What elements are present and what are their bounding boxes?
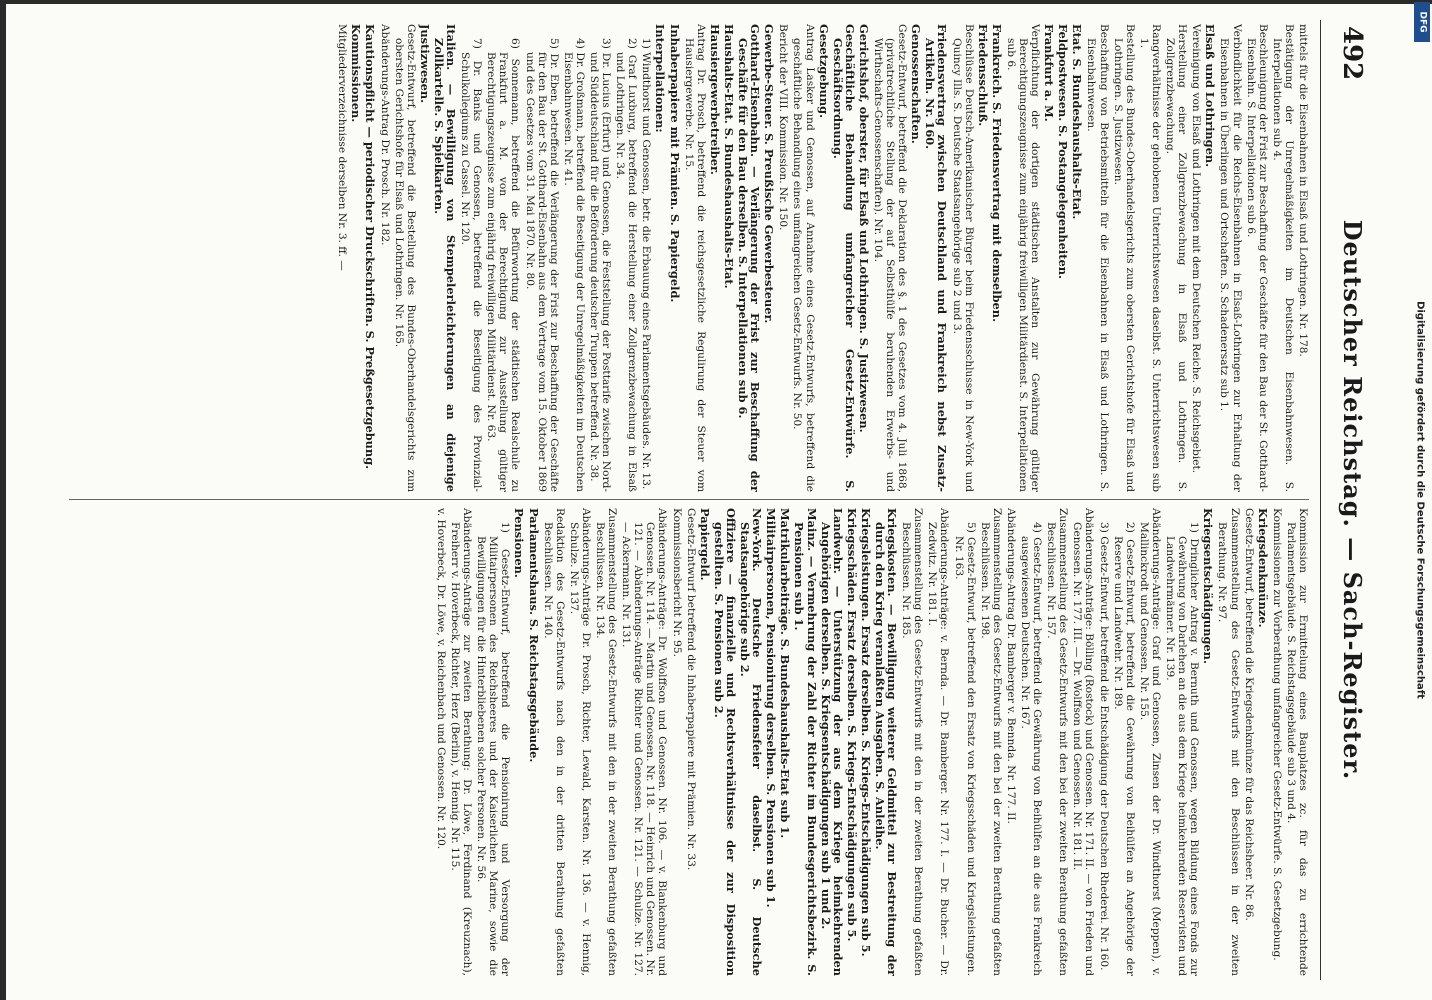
index-heading: Haushalts-Etat. S. Bundeshaushalts-Etat. [721, 24, 736, 289]
index-heading: Italien. — Bewilligung von Stempelerleichterungen an diejenige Zollkartelle. S. Spielkarten. [431, 24, 458, 492]
index-heading: Hausiergewerbetreiber. [707, 24, 722, 175]
index-entry: 5) Gesetz-Entwurf, betreffend den Ersatz von Kriegsschäden und Kriegsleistungen. Nr. 163. [952, 522, 977, 976]
index-entry: Abänderungs-Anträge: Dr. Wolffson und Genossen. Nr. 106. — v. Blankenburg und Genossen. Nr. 114. — Martin und Genossen. Nr. 118. — Heinrich und Genossen. Nr. 121. — Abänderungs-Anträge Richter und Genossen. Nr. 121. — Schulze. Nr. 127. — Ackermann. Nr. 131. [620, 508, 669, 976]
index-entry: Gesetz-Entwurf, betreffend die Kriegsdenkmünze für das Reichsheer. Nr. 86. [1242, 508, 1255, 921]
index-entry: Beschleunigung der Frist zur Beschaffung der Geschäfte für den Bau der St. Gotthard-Eisenbahn. S. Interpellationen sub 6. [1244, 24, 1269, 492]
index-heading: Kriegsschäden. Ersatz derselben. S. Kriegs-Entschädigungen sub 5. [844, 508, 859, 942]
index-heading: Frankfurt a. M. [1042, 24, 1057, 122]
index-heading: Kriegsleistungen. Ersatz derselben. S. Kriegs-Entschädigungen sub 5. [858, 508, 873, 957]
index-heading: Papiergeld. [697, 508, 712, 581]
index-entry: v. Hoverbeck, Dr. Löwe, v. Reichenbach und Genossen. Nr. 120. [434, 508, 447, 850]
index-entry: 4) Dr. Großmann, betreffend die Beseitigung der Unregelmäßigkeiten im Deutschen Eisenbahnwesen. Nr. 41. [561, 38, 586, 492]
dfg-logo: DFG [1414, 2, 1430, 42]
index-heading: Kommissionen. [349, 24, 364, 123]
index-entry: Kommissionen zur Vorberathung umfangreicher Gesetz-Entwürfe. S. Gesetzgebung. [1270, 508, 1283, 961]
index-entry: 3) Dr. Lucius (Erfurt) und Genossen, die Feststellung der Posttarife zwischen Nord- und Süddeutschland für die Beförderung deutscher Truppen betreffend. Nr. 38. [588, 38, 613, 492]
left-column [59, 24, 1309, 492]
index-heading: Kautionspflicht — periodischer Druckschriften. S. Preßgesetzgebung. [363, 24, 378, 470]
index-heading: Matrikularbeiträge. S. Bundeshaushalts-Etat sub 1. [778, 508, 793, 839]
index-entry: Zusammenstellung des Gesetz-Entwurfs mit den bei der zweiten Berathung gefaßten Beschlüssen. Nr. 198. [978, 508, 1003, 976]
index-entry: Mitgliederverzeichnisse derselben Nr. 3. ff. — [336, 24, 349, 271]
index-entry: Gesetz-Entwurf, betreffend die Bestellung des Bundes-Oberhandelsgerichts zum obersten Gerichtshofe für Elsaß und Lothringen. Nr. 165. [392, 24, 417, 492]
index-heading: Inhaberpapiere mit Prämien. S. Papiergeld. [667, 24, 682, 303]
index-entry: Verpflichtung der dortigen städtischen Anstalten zur Gewährung gültiger Berechtigungszeugnisse zum einjährig freiwilligen Militärdienst. S. Interpellationen sub 6. [1004, 24, 1042, 492]
index-entry: 4) Gesetz-Entwurf, betreffend die Gewährung von Beihülfen an die aus Frankreich ausgewiesenen Deutschen. Nr. 167. [1019, 522, 1044, 976]
document-page [51, 20, 1381, 980]
index-entry: Abänderungs-Antrag Dr. Bamberger v. Bennda. Nr. 177. II. [1004, 508, 1017, 824]
index-heading: Genossenschaften. [909, 24, 924, 144]
index-heading: Kriegsdenkmünze. [1255, 508, 1270, 628]
index-heading: New-York. Deutsche Friedensfeier daselbst. S. Deutsche Staatsangehörige sub 2. [738, 508, 765, 976]
index-entry: Bericht der VIII. Kommission. Nr. 150. [777, 24, 790, 231]
right-column [59, 508, 1309, 976]
scan-border-left [0, 0, 6, 1000]
running-title: Deutscher Reichstag. — Sach-Register. [1338, 219, 1367, 781]
index-entry: 2) Graf Luxburg, betreffend die Herstellung einer Zollgrenzbewachung in Elsaß und Lothringen. Nr. 34. [614, 38, 639, 492]
index-entry: 1) Dringlicher Antrag v. Bernuth und Genossen, wegen Bildung eines Fonds zur Gewährung von Darlehen an die aus dem Kriege heimkehrenden Reservisten und Landwehrmänner. Nr. 139. [1164, 522, 1201, 976]
index-entry: Antrag Dr. Prosch, betreffend die reichsgesetzliche Regulirung der Steuer vom Hausiergewerbe. Nr. 15. [682, 24, 707, 492]
index-entry: Zusammenstellung des Gesetz-Entwurfs mit den in der zweiten Berathung gefaßten Beschlüssen. Nr. 185. [900, 508, 925, 976]
index-heading: Justizwesen. [417, 24, 432, 104]
index-entry: 7) Dr. Banks und Genossen, betreffend die Beseitigung des Provinzial-Schulkollegiums zu Cassel. Nr. 120. [459, 38, 484, 492]
index-entry: Zusammenstellung des Gesetz-Entwurfs mit den bei der zweiten Berathung gefaßten Beschlüssen. Nr. 157. [1045, 508, 1070, 976]
scan-border-top [0, 0, 1432, 4]
index-entry: Antrag Lasker und Genossen, auf Annahme eines Gesetz-Entwurfs, betreffend die geschäftliche Behandlung eines umfangreichen Gesetz-Entwurfs. Nr. 50. [791, 24, 816, 492]
index-entry: Zusammenstellung des Gesetz-Entwurfs mit den Beschlüssen in der zweiten Berathung. Nr. 97. [1216, 508, 1241, 976]
index-entry: Vereinigung von Elsaß und Lothringen mit dem Deutschen Reiche. S. Reichsgebiet. [1190, 24, 1203, 474]
index-entry: Gesetz-Entwurf betreffend die Inhaberpapiere mit Prämien. Nr. 33. [684, 508, 697, 871]
index-entry: 5) Dr. Eben, betreffend die Verlängerung der Frist zur Beschaffung der Geschäfte für den Bau der St. Gotthard-Eisenbahn aus dem Vertrage vom 15. Oktober 1869 und des Gesetzes vom 31. Mai 1870. Nr. 80. [523, 38, 560, 492]
index-entry: Beschaffung von Betriebsmitteln für die Eisenbahnen in Elsaß und Lothringen. S. Eisenbahnwesen. [1085, 24, 1110, 492]
index-heading: Geschäftliche Behandlung umfangreicher Gesetz-Entwürfe. S. Geschäftsordnung. [830, 24, 857, 492]
index-entry: 1) Windthorst und Genossen, betr. die Erbauung eines Parlamentsgebäudes. Nr. 13. [640, 38, 653, 490]
column-divider [69, 499, 1309, 500]
index-heading: Gesetzgebung. [816, 24, 831, 119]
index-entry: Abänderungs-Anträge: Graf und Genossen, Zinsen der Dr. Windthorst (Meppen), v. Mallinckrodt und Genossen. Nr. 155. [1137, 508, 1162, 976]
index-heading: Friedensschluß. [975, 24, 990, 127]
index-entry: Abänderungs-Anträge: v. Bernda. — Dr. Bamberger. Nr. 177. I. — Dr. Bucher. — Dr. Zedwitz. Nr. 181. I. [926, 508, 951, 976]
index-entry: Abänderungs-Anträge zur zweiten Berathung: Dr. Löwe, Ferdinand (Kreuznach), Freiherr v. Hoverbeck, Richter, Herz (Berlin), v. Hennig. Nr. 115. [449, 508, 474, 976]
index-entry: Abänderungs-Anträge Dr. Prosch, Richter, Lewald, Karsten. Nr. 136. — v. Hennig, Schulze. Nr. 137. [567, 508, 592, 976]
index-entry: 6) Sonnemann, betreffend die Befürwortung der städtischen Realschule zu Frankfurt a. M. von der Berechtigung zur Ausstellung gültiger Berechtigungszeugnisse zum einjährig freiwilligen Militärdienst. Nr. 63. [485, 38, 522, 492]
page-header [1320, 20, 1381, 980]
index-heading: Offiziere — finanzielle und Rechtsverhältnisse der zur Disposition gestellten. S. Pensionen sub 2. [711, 508, 738, 976]
index-heading: Friedensvertrag zwischen Deutschland und Frankreich nebst Zusatz-Artikeln. Nr. 160. [923, 24, 950, 492]
index-heading: Kriegskosten. — Bewilligung weiterer Geldmittel zur Bestreitung der durch den Krieg veranlaßten Ausgaben. S. Anleihe. [873, 508, 900, 976]
index-heading: Gewerbe-Steuer. S. Preußische Gewerbesteuer. [762, 24, 777, 324]
page-number: 492 [1337, 26, 1367, 81]
index-entry: Verbindlichkeit für die Reichs-Eisenbahnen in Elsaß-Lothringen zur Erhaltung der Eisenbahnen in Überlingen und Ortschaften. S. Schadenersatz sub 1. [1218, 24, 1243, 492]
index-entry: mittels für die Eisenbahnen in Elsaß und Lothringen. Nr. 178. [1297, 24, 1309, 357]
index-entry: Beschlüsse Deutsch-Amerikanischer Bürger beim Friedensschlusse in New-York und Quincy Ills. S. Deutsche Staatsangehörige sub 2 und 3. [950, 24, 975, 492]
index-entry: Redaktion des Gesetz-Entwurfs nach den in der dritten Berathung gefaßten Beschlüssen. Nr. 140. [541, 508, 566, 976]
index-heading: Gotthard-Eisenbahn. — Verlängerung der Frist zur Beschaffung der Geschäfte für den Bau derselben. S. Interpellationen sub 6. [736, 24, 763, 492]
index-entry: Bestätigung der Unregelmäßigkeiten im Deutschen Eisenbahnwesen. S. Interpellationen sub 4. [1270, 24, 1295, 492]
index-heading: Feldpostwesen. S. Postangelegenheiten. [1056, 24, 1071, 279]
index-heading: Pensionen. [512, 508, 527, 578]
index-entry: 3) Gesetz-Entwurf, betreffend die Entschädigung der Deutschen Rhederei. Nr. 160. [1097, 522, 1110, 971]
index-entry: Herstellung einer Zollgrenzbewachung in Elsaß und Lothringen. S. Zollgrenzbewachung. [1164, 24, 1189, 492]
index-heading: Interpellationen: [653, 24, 668, 133]
digitization-note: Digitalisierung gefördert durch die Deutsche Forschungsgemeinschaft [1414, 301, 1426, 699]
index-heading: Gerichtshof, oberster, für Elsaß und Lothringen. S. Justizwesen. [856, 24, 871, 433]
index-entry: 1) Gesetz-Entwurf, betreffend die Pensionirung und Versorgung der Militairpersonen des Reichsheeres und der Kaiserlichen Marine, sowie die Bewilligungen für die Hinterbliebenen solcher Personen. Nr. 56. [475, 522, 512, 976]
index-heading: Frankreich. S. Friedensvertrag mit demselben. [989, 24, 1004, 323]
index-entry: Abänderungs-Antrag Dr. Prosch. Nr. 182. [378, 24, 391, 246]
index-entry: Gesetz-Entwurf, betreffend die Deklaration des §. 1 des Gesetzes vom 4. Juli 1868, (privatrechtliche Stellung der auf Selbsthülfe beruhenden Erwerbs- und Wirthschafts-Genossenschaften). Nr. 104. [872, 24, 909, 492]
index-heading: Mainz. — Vermehrung der Zahl der Richter im Bundesgerichtsbezirk. S. Pensionen sub 1. [792, 508, 819, 976]
index-heading: Landwehr. — Unterstützung der aus dem Kriege heimkehrenden Angehörigen derselben. S. Kriegsentschädigungen sub 1 und 2. [818, 508, 845, 976]
index-entry: Kommission zur Ermittelung eines Bauplatzes zc. für das zu errichtende Parlamentsgebäude. S. Reichstagsgebäude sub 3 und 4. [1284, 508, 1309, 976]
index-entry: Abänderungs-Anträge: Bölling (Rostock) und Genossen. Nr. 171. II. — von Frieden und Genossen. Nr. 177. III. — Dr. Wolffson und Genossen. Nr. 181. II. [1071, 508, 1096, 976]
index-entry: 2) Gesetz-Entwurf, betreffend die Gewährung von Beihülfen an Angehörige der Reserve und Landwehr. Nr. 189. [1111, 522, 1136, 976]
index-heading: Militairpersonen, Pensionirung derselben. S. Pensionen sub 1. [764, 508, 779, 908]
index-heading: Etat. S. Bundeshaushalts-Etat. [1070, 24, 1085, 220]
index-entry: Zusammenstellung des Gesetz-Entwurfs mit den in der zweiten Berathung gefaßten Beschlüssen. Nr. 134. [594, 508, 619, 976]
index-heading: Elsaß und Lothringen. [1203, 24, 1218, 168]
index-entry: Kommissionsbericht Nr. 95. [670, 508, 683, 658]
index-heading: Kriegsentschädigungen. [1201, 508, 1216, 664]
index-entry: Rangverhältnisse der gehobenen Unterrichtswesen daselbst. S. Unterrichtswesen sub 1. [1137, 24, 1162, 492]
index-heading: Parlamentshaus. S. Reichstagsgebäude. [526, 508, 541, 763]
index-entry: Bestellung des Bundes-Oberhandelsgerichts zum obersten Gerichtshofe für Elsaß und Lothringen. S. Justizwesen. [1111, 24, 1136, 492]
